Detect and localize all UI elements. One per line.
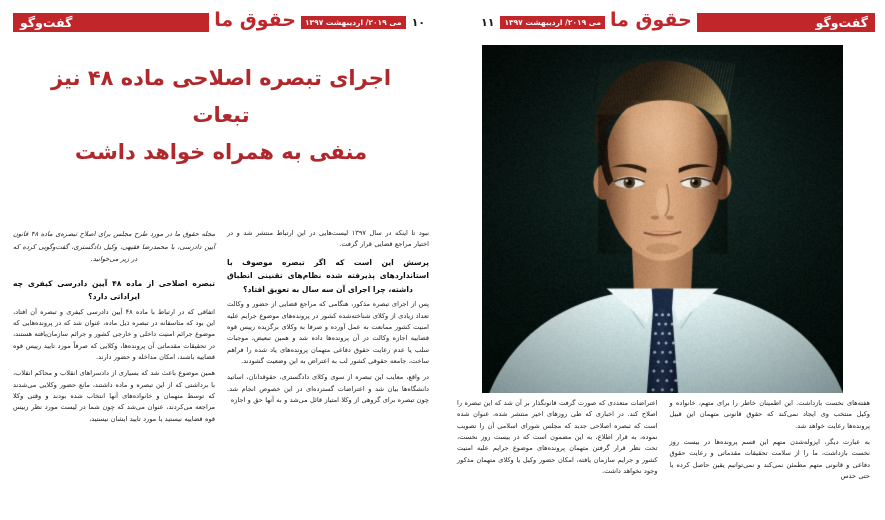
paragraph: اتفاقی که در ارتباط با ماده ۴۸ آیین دادرسی کیفری و تبصره آن افتاد، این بود که متاسفانه در تبصره ذیل ماده، عنوان شد که در پرونده‌هایی که موضوع جرائم امنیت داخلی و خارجی کشور و جرائم سازمان‌یافته هستند، در تحقیقات مقدماتی آن پرونده‌ها، وکلایی که صرفاً مورد تایید رییس قوه قضاییه باشند، امکان مداخله و حضور دارند. (13, 307, 215, 361)
paragraph: همین موضوع باعث شد که بسیاری از دادسراهای انقلاب و محاکم انقلاب، با برداشتی که از این تبصره و ماده داشتند، مانع حضور وکلایی می‌شدند که توسط متهمان و خانواده‌های آنها انتخاب شده بودند و وقتی وکلا مراجعه می‌کردند، عنوان می‌شد که چون شما در لیست مورد نظر رییس قوه قضاییه نیستید یا مورد تایید ایشان نیستید، (13, 369, 215, 423)
masthead-right (0, 0, 442, 34)
page-right (0, 0, 442, 520)
masthead-title-left: حقوق ما (610, 9, 692, 31)
masthead-left (442, 0, 885, 34)
portrait-canvas (482, 45, 843, 393)
article-lede: مجله حقوق ما در مورد طرح مجلس برای اصلاح تبصره‌ی ماده ۴۸ قانون آیین دادرسی، با محمدرضا فقیهی، وکیل دادگستری، گفت‌وگویی کرده که در زیر می‌خوانید. (13, 230, 215, 264)
masthead-rule-left (697, 13, 809, 32)
left-page-column-1 (457, 398, 658, 487)
page-number-right: ۱۰ (411, 16, 425, 29)
page-left (442, 0, 885, 520)
section-tag-right: گفت‌وگو (13, 13, 79, 32)
headline-line-1: اجرای تبصره اصلاحی ماده ۴۸ نیز تبعات (50, 66, 392, 127)
paragraph: پس از اجرای تبصره مذکور، هنگامی که مراجع قضایی از حضور و وکالت تعداد زیادی از وکلای شناخته‌شده کشور در پرونده‌های موضوع جرایم علیه امنیت کشور ممانعت به عمل آورده و صرفا به وکلای برگزیده رییس قوه قضاییه اجازه وکالت در آن پرونده‌ها داده شد و همین تبعیض، موجبات سلب یا عدم رعایت حقوق دفاعی متهمان پرونده‌های یاد شده را فراهم ساخت، جامعه حقوقی کشور لب به اعتراض به این وضعیت گشودند. (227, 300, 429, 365)
section-subhead: تبصره اصلاحی از ماده ۴۸ آیین دادرسی کیفری چه ایراداتی دارد؟ (13, 278, 215, 302)
page-number-left: ۱۱ (481, 16, 495, 29)
section-subhead: پرسش این است که اگر تبصره موصوف با استانداردهای پذیرفته شده نظام‌های تقنینی انطباق داشته، چرا اجرای آن سه سال به تعویق افتاد؟ (227, 257, 429, 294)
article-headline (26, 60, 416, 170)
paragraph: اعتراضات متعددی که صورت گرفت قانونگذار بر آن شد که این تبصره را اصلاح کند. در اخباری که طی روزهای اخیر منتشر شده، عنوان شده است که تبصره اصلاحی جدید که مجلس شورای اسلامی آن را تصویب نموده، به قرار اطلاع، به این مضمون است که در بیست روز نخست، تحت نظر قرار گرفتن متهمان پرونده‌های موضوع جرایم علیه امنیت کشور و جرایم سازمان یافته، امکان حضور وکیل یا وکلای متهمان مذکور وجود نخواهد داشت. (457, 399, 658, 475)
right-page-columns (13, 228, 429, 430)
right-page-column-2 (227, 228, 429, 430)
masthead-title-right: حقوق ما (214, 9, 296, 31)
left-page-columns (457, 398, 870, 487)
section-tag-left: گفت‌وگو (809, 13, 875, 32)
date-badge-right: می ۲۰۱۹/ اردیبهشت ۱۳۹۷ (301, 16, 406, 29)
masthead-rule-right (79, 13, 209, 32)
paragraph: هفته‌های نخست بازداشت. این اطمینان خاطر را برای متهم، خانواده و وکیل منتخب وی ایجاد نمی‌کند که حقوق قانونی متهمان این قبیل پرونده‌ها رعایت خواهد شد. (669, 399, 870, 430)
interviewee-portrait (482, 45, 843, 393)
date-badge-left: می ۲۰۱۹/ اردیبهشت ۱۳۹۷ (500, 16, 605, 29)
paragraph: به عبارت دیگر، ایزوله‌شدن متهم این قسم پرونده‌ها در بیست روز نخست بازداشت، ما را از سلامت تحقیقات مقدماتی و رعایت حقوق دفاعی و قانونی متهم مطمئن نمی‌کند و نمی‌توانیم یقین حاصل کرده یا حتی حدس (669, 437, 870, 480)
paragraph: نبود تا اینکه در سال ۱۳۹۷ لیست‌هایی در این ارتباط منتشر شد و در اختیار مراجع قضایی قرار گرفت. (227, 229, 429, 249)
paragraph: در واقع، معایب این تبصره از سوی وکلای دادگستری، حقوقدانان، اساتید دانشگاه‌ها بیان شد و اعتراضات گسترده‌ای در این خصوص انجام شد. چون تبصره برای گروهی از وکلا امتیاز قائل می‌شد و به آنها حق و اجازه (227, 373, 429, 404)
right-page-column-1 (13, 228, 215, 430)
headline-line-2: منفی به همراه خواهد داشت (74, 139, 368, 164)
left-page-column-2 (670, 398, 871, 487)
